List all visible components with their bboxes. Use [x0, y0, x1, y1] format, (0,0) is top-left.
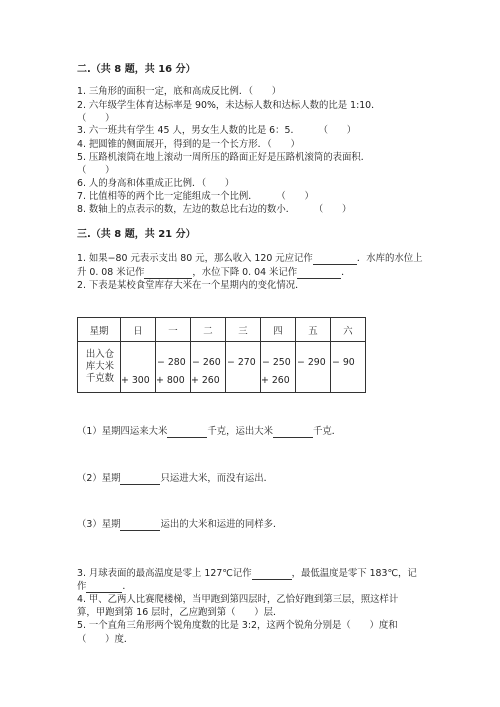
answer-blank[interactable]: [144, 268, 192, 279]
s3-question-4-line2: 算，甲跑到第 16 层时，乙应跑到第（ ）层．: [77, 607, 283, 618]
s3-question-4-line1: 4. 甲、乙两人比赛爬楼梯，当甲跑到第四层时，乙恰好跑到第三层，照这样计: [77, 594, 399, 605]
cell-outflow: − 250: [262, 357, 291, 368]
s2-question-5-answer: （ ）: [77, 165, 115, 176]
s3-q1-text-c: 升 0. 08 米记作: [77, 267, 145, 278]
cell-outflow: − 280: [157, 357, 186, 368]
cell-inflow: + 800: [156, 375, 185, 386]
s2-question-4: 4. 把圆锥的侧面展开，得到的是一个长方形．（ ）: [77, 139, 300, 150]
s3-question-3-line2: [77, 581, 132, 593]
table-header-cell: 星期: [78, 318, 121, 342]
sub1-text-b: 千克，运出大米: [207, 426, 273, 437]
s3-subquestion-2: [77, 473, 273, 485]
sub1-text-c: 千克．: [312, 426, 342, 437]
s3-question-3-line1: [77, 568, 417, 580]
rice-inventory-table: [77, 317, 366, 393]
s3-subquestion-3: [77, 519, 282, 531]
s3-q1-text-e: ．: [341, 267, 351, 278]
table-header-cell: 五: [296, 318, 331, 342]
s2-question-2: 2. 六年级学生体育达标率是 90%，未达标人数和达标人数的比是 1:10．: [77, 100, 381, 111]
table-header-cell: 二: [191, 318, 226, 342]
s3-q1-text-a: 1. 如果−80 元表示支出 80 元，那么收入 120 元应记作: [77, 253, 313, 264]
sub3-text-b: 运出的大米和运进的同样多．: [160, 519, 283, 530]
s2-question-2-answer: （ ）: [77, 113, 115, 124]
s2-question-8: 8. 数轴上的点表示的数，左边的数总比右边的数小． （ ）: [77, 204, 352, 215]
cell-inflow: + 260: [191, 375, 220, 386]
sub2-text-a: （2）星期: [77, 473, 121, 484]
cell-inflow: + 300: [121, 375, 150, 386]
cell-outflow: − 260: [192, 357, 221, 368]
s2-question-1: 1. 三角形的面积一定，底和高成反比例．（ ）: [77, 86, 282, 97]
answer-blank[interactable]: [273, 427, 313, 438]
s3-question-2: 2. 下表是某校食堂库存大米在一个星期内的变化情况．: [77, 280, 305, 291]
table-header-cell: 四: [261, 318, 296, 342]
table-cell-mon: [156, 342, 191, 393]
table-cell-sat: [331, 342, 366, 393]
s3-q1-text-b: ．水库的水位上: [356, 253, 423, 264]
s2-question-3: 3. 六一班共有学生 45 人，男女生人数的比是 6：5． （ ）: [77, 125, 357, 136]
sub1-text-a: （1）星期四运来大米: [77, 426, 168, 437]
s2-question-6: 6. 人的身高和体重成正比例．（ ）: [77, 178, 235, 189]
cell-inflow: + 260: [261, 375, 290, 386]
table-header-cell: 一: [156, 318, 191, 342]
cell-outflow: − 290: [297, 357, 326, 368]
s3-q1-text-d: ，水位下降 0. 04 米记作: [192, 267, 298, 278]
table-cell-fri: [296, 342, 331, 393]
q3-text-b: ，最低温度是零下 183℃，记: [291, 568, 417, 579]
s2-question-7: 7. 比值相等的两个比一定能组成一个比例． （ ）: [77, 191, 314, 202]
sub2-text-b: 只运进大米，而没有运出．: [160, 473, 273, 484]
answer-blank[interactable]: [313, 254, 357, 265]
table-cell-sun: [121, 342, 156, 393]
cell-outflow: − 270: [227, 357, 256, 368]
row-header-line: 千克数: [85, 373, 115, 384]
s3-subquestion-1: [77, 426, 341, 438]
table-data-row: [78, 342, 366, 393]
q3-text-a: 3. 月球表面的最高温度是零上 127℃记作: [77, 568, 252, 579]
row-header-line: 出入仓: [85, 349, 115, 360]
s3-question-1-line2: [77, 267, 351, 279]
s2-question-5: 5. 压路机滚筒在地上滚动一周所压的路面正好是压路机滚筒的表面积．: [77, 152, 371, 163]
s3-question-1-line1: [77, 253, 422, 265]
s3-question-5-line2: （ ）度．: [77, 634, 134, 645]
section2-title: 二.（共 8 题，共 16 分）: [77, 64, 196, 75]
s3-question-5-line1: 5. 一个直角三角形两个锐角度数的比是 3:2，这两个锐角分别是（ ）度和: [77, 620, 398, 631]
section3-title: 三.（共 8 题，共 21 分）: [77, 229, 196, 240]
table-header-row: [78, 318, 366, 342]
table-cell-tue: [191, 342, 226, 393]
table-header-cell: 六: [331, 318, 366, 342]
table-header-cell: 日: [121, 318, 156, 342]
answer-blank[interactable]: [120, 474, 160, 485]
table-cell-wed: [226, 342, 261, 393]
sub3-text-a: （3）星期: [77, 519, 121, 530]
q3-text-d: ．: [122, 581, 132, 592]
answer-blank[interactable]: [252, 569, 292, 580]
answer-blank[interactable]: [167, 427, 207, 438]
table-row-header: [78, 342, 121, 393]
answer-blank[interactable]: [120, 520, 160, 531]
table-cell-thu: [261, 342, 296, 393]
cell-outflow: − 90: [332, 357, 355, 368]
q3-text-c: 作: [77, 581, 87, 592]
row-header-line: 库大米: [85, 361, 115, 372]
answer-blank[interactable]: [297, 268, 341, 279]
table-header-cell: 三: [226, 318, 261, 342]
answer-blank[interactable]: [86, 582, 122, 593]
